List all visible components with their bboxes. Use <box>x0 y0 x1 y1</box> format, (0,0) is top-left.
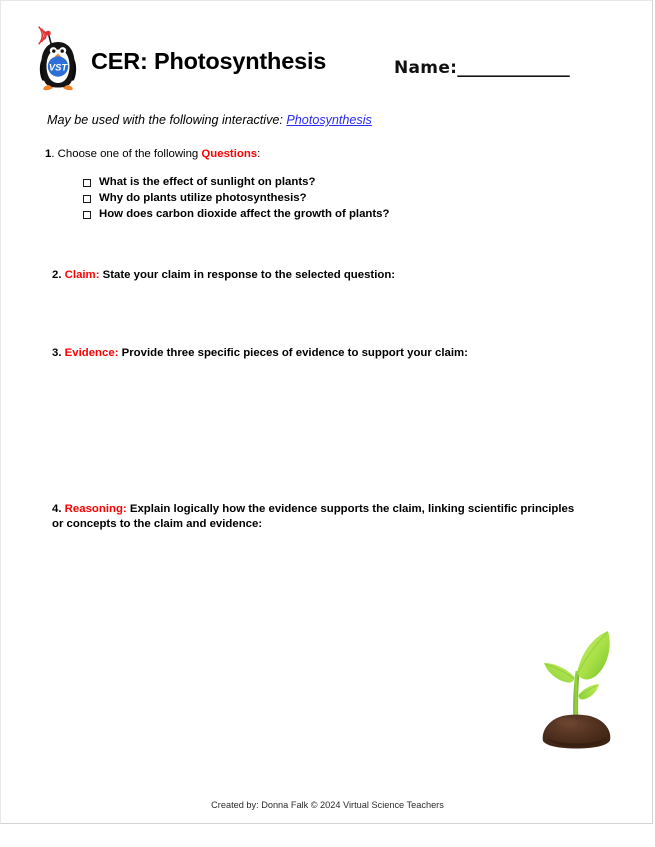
list-item[interactable] <box>83 191 503 207</box>
section-4-keyword: Reasoning: <box>64 503 127 515</box>
section-1-prompt <box>45 147 260 162</box>
vst-penguin-logo-icon <box>29 25 87 91</box>
checkbox-icon[interactable] <box>83 211 91 219</box>
section-2-keyword: Claim: <box>64 269 100 281</box>
seedling-sprout-icon <box>527 619 627 753</box>
interactive-reference <box>47 113 372 127</box>
section-4-answer-area[interactable] <box>52 541 512 781</box>
page-title: CER: Photosynthesis <box>91 48 327 74</box>
checkbox-icon[interactable] <box>83 179 91 187</box>
photosynthesis-interactive-link[interactable]: Photosynthesis <box>286 113 372 127</box>
list-item[interactable] <box>83 207 503 223</box>
choice-label: What is the effect of sunlight on plants? <box>99 176 316 188</box>
section-4-number: 4. <box>52 503 65 515</box>
name-field[interactable] <box>394 58 569 78</box>
section-3-body: Provide three specific pieces of evidence to support your claim: <box>118 347 468 359</box>
section-4-body: Explain logically how the evidence supports the claim, linking scientific principles or concepts to the claim and evidence: <box>52 503 575 531</box>
checkbox-icon[interactable] <box>83 195 91 203</box>
section-1-colon: : <box>257 148 261 160</box>
question-choice-list <box>83 175 503 223</box>
section-2-body: State your claim in response to the selected question: <box>99 269 396 281</box>
section-2-number: 2. <box>52 269 65 281</box>
logo-badge-text: VST <box>48 61 68 73</box>
section-3-answer-area[interactable] <box>52 367 582 492</box>
section-2-answer-area[interactable] <box>52 289 582 339</box>
worksheet-header <box>29 25 629 95</box>
name-label: Name: <box>394 58 458 78</box>
section-1-keyword: Questions <box>201 148 258 160</box>
name-write-line: ______________ <box>457 58 570 78</box>
section-3-prompt <box>52 346 468 361</box>
list-item[interactable] <box>83 175 503 191</box>
section-4-prompt <box>52 502 582 532</box>
choice-label: Why do plants utilize photosynthesis? <box>99 192 307 204</box>
footer-credit: Created by: Donna Falk © 2024 Virtual Science Teachers <box>211 800 444 810</box>
section-3-keyword: Evidence: <box>64 347 119 359</box>
section-3-number: 3. <box>52 347 65 359</box>
section-1-number: 1 <box>45 148 52 160</box>
choice-label: How does carbon dioxide affect the growth of plants? <box>99 208 390 220</box>
section-1-intro: . Choose one of the following <box>51 148 202 160</box>
section-2-prompt <box>52 268 395 283</box>
interactive-prefix: May be used with the following interactive: <box>47 113 287 127</box>
